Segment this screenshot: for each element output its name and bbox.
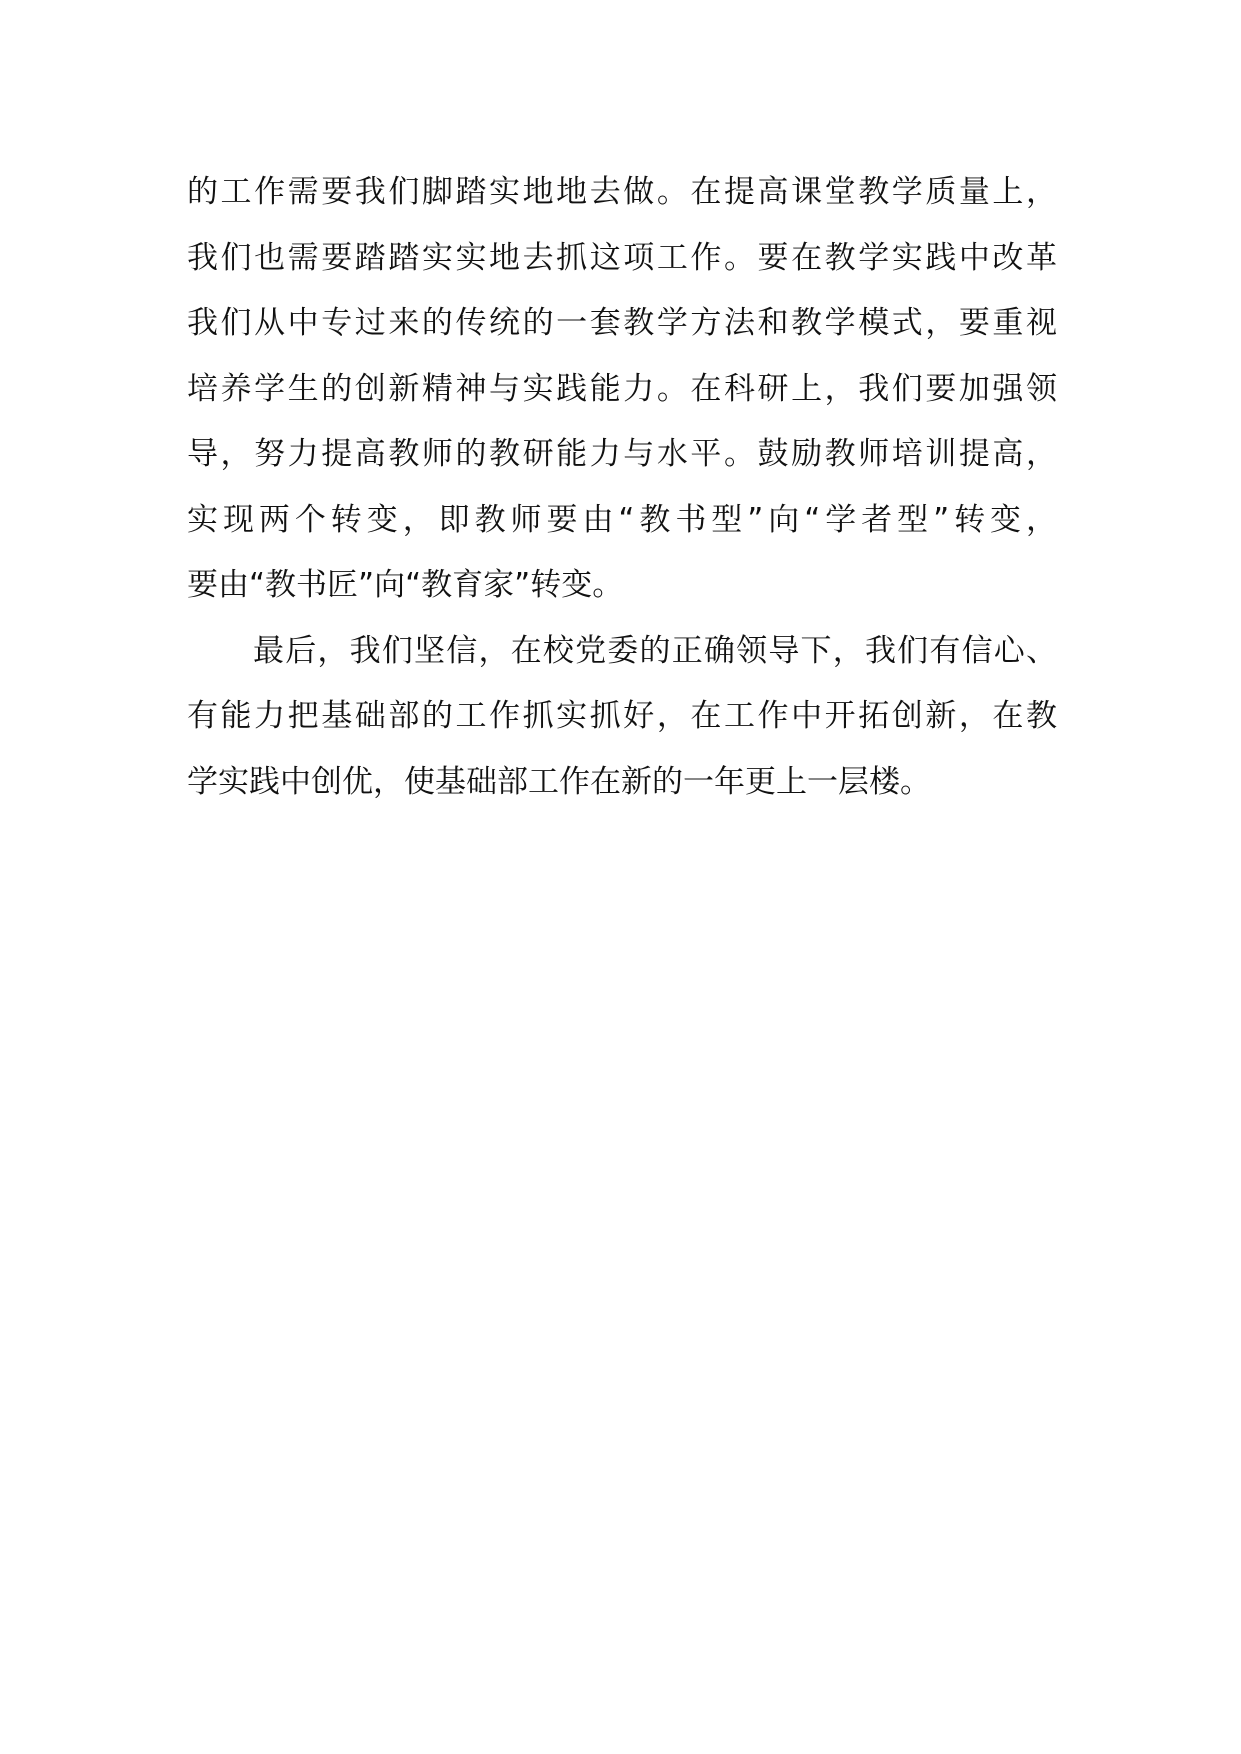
paragraph-line: 导，努力提高教师的教研能力与水平。鼓励教师培训提高，: [187, 436, 1057, 472]
paragraph-line: 要由“教书匠”向“教育家”转变。: [187, 567, 624, 603]
paragraph-line: 实现两个转变，即教师要由“教书型”向“学者型”转变，: [187, 501, 1057, 538]
body-text: [187, 160, 1057, 815]
paragraph-line: 有能力把基础部的工作抓实抓好，在工作中开拓创新，在教: [187, 698, 1057, 734]
paragraph-line: 培养学生的创新精神与实践能力。在科研上，我们要加强领: [187, 370, 1057, 407]
paragraph-line: 我们也需要踏踏实实地去抓这项工作。要在教学实践中改革: [187, 239, 1057, 276]
paragraph-line: 我们从中专过来的传统的一套教学方法和教学模式，要重视: [187, 305, 1057, 341]
paragraph-line: 学实践中创优，使基础部工作在新的一年更上一层楼。: [187, 763, 931, 800]
paragraph-line: 最后，我们坚信，在校党委的正确领导下，我们有信心、: [253, 632, 1057, 669]
paragraph-line: 的工作需要我们脚踏实地地去做。在提高课堂教学质量上，: [187, 174, 1057, 210]
